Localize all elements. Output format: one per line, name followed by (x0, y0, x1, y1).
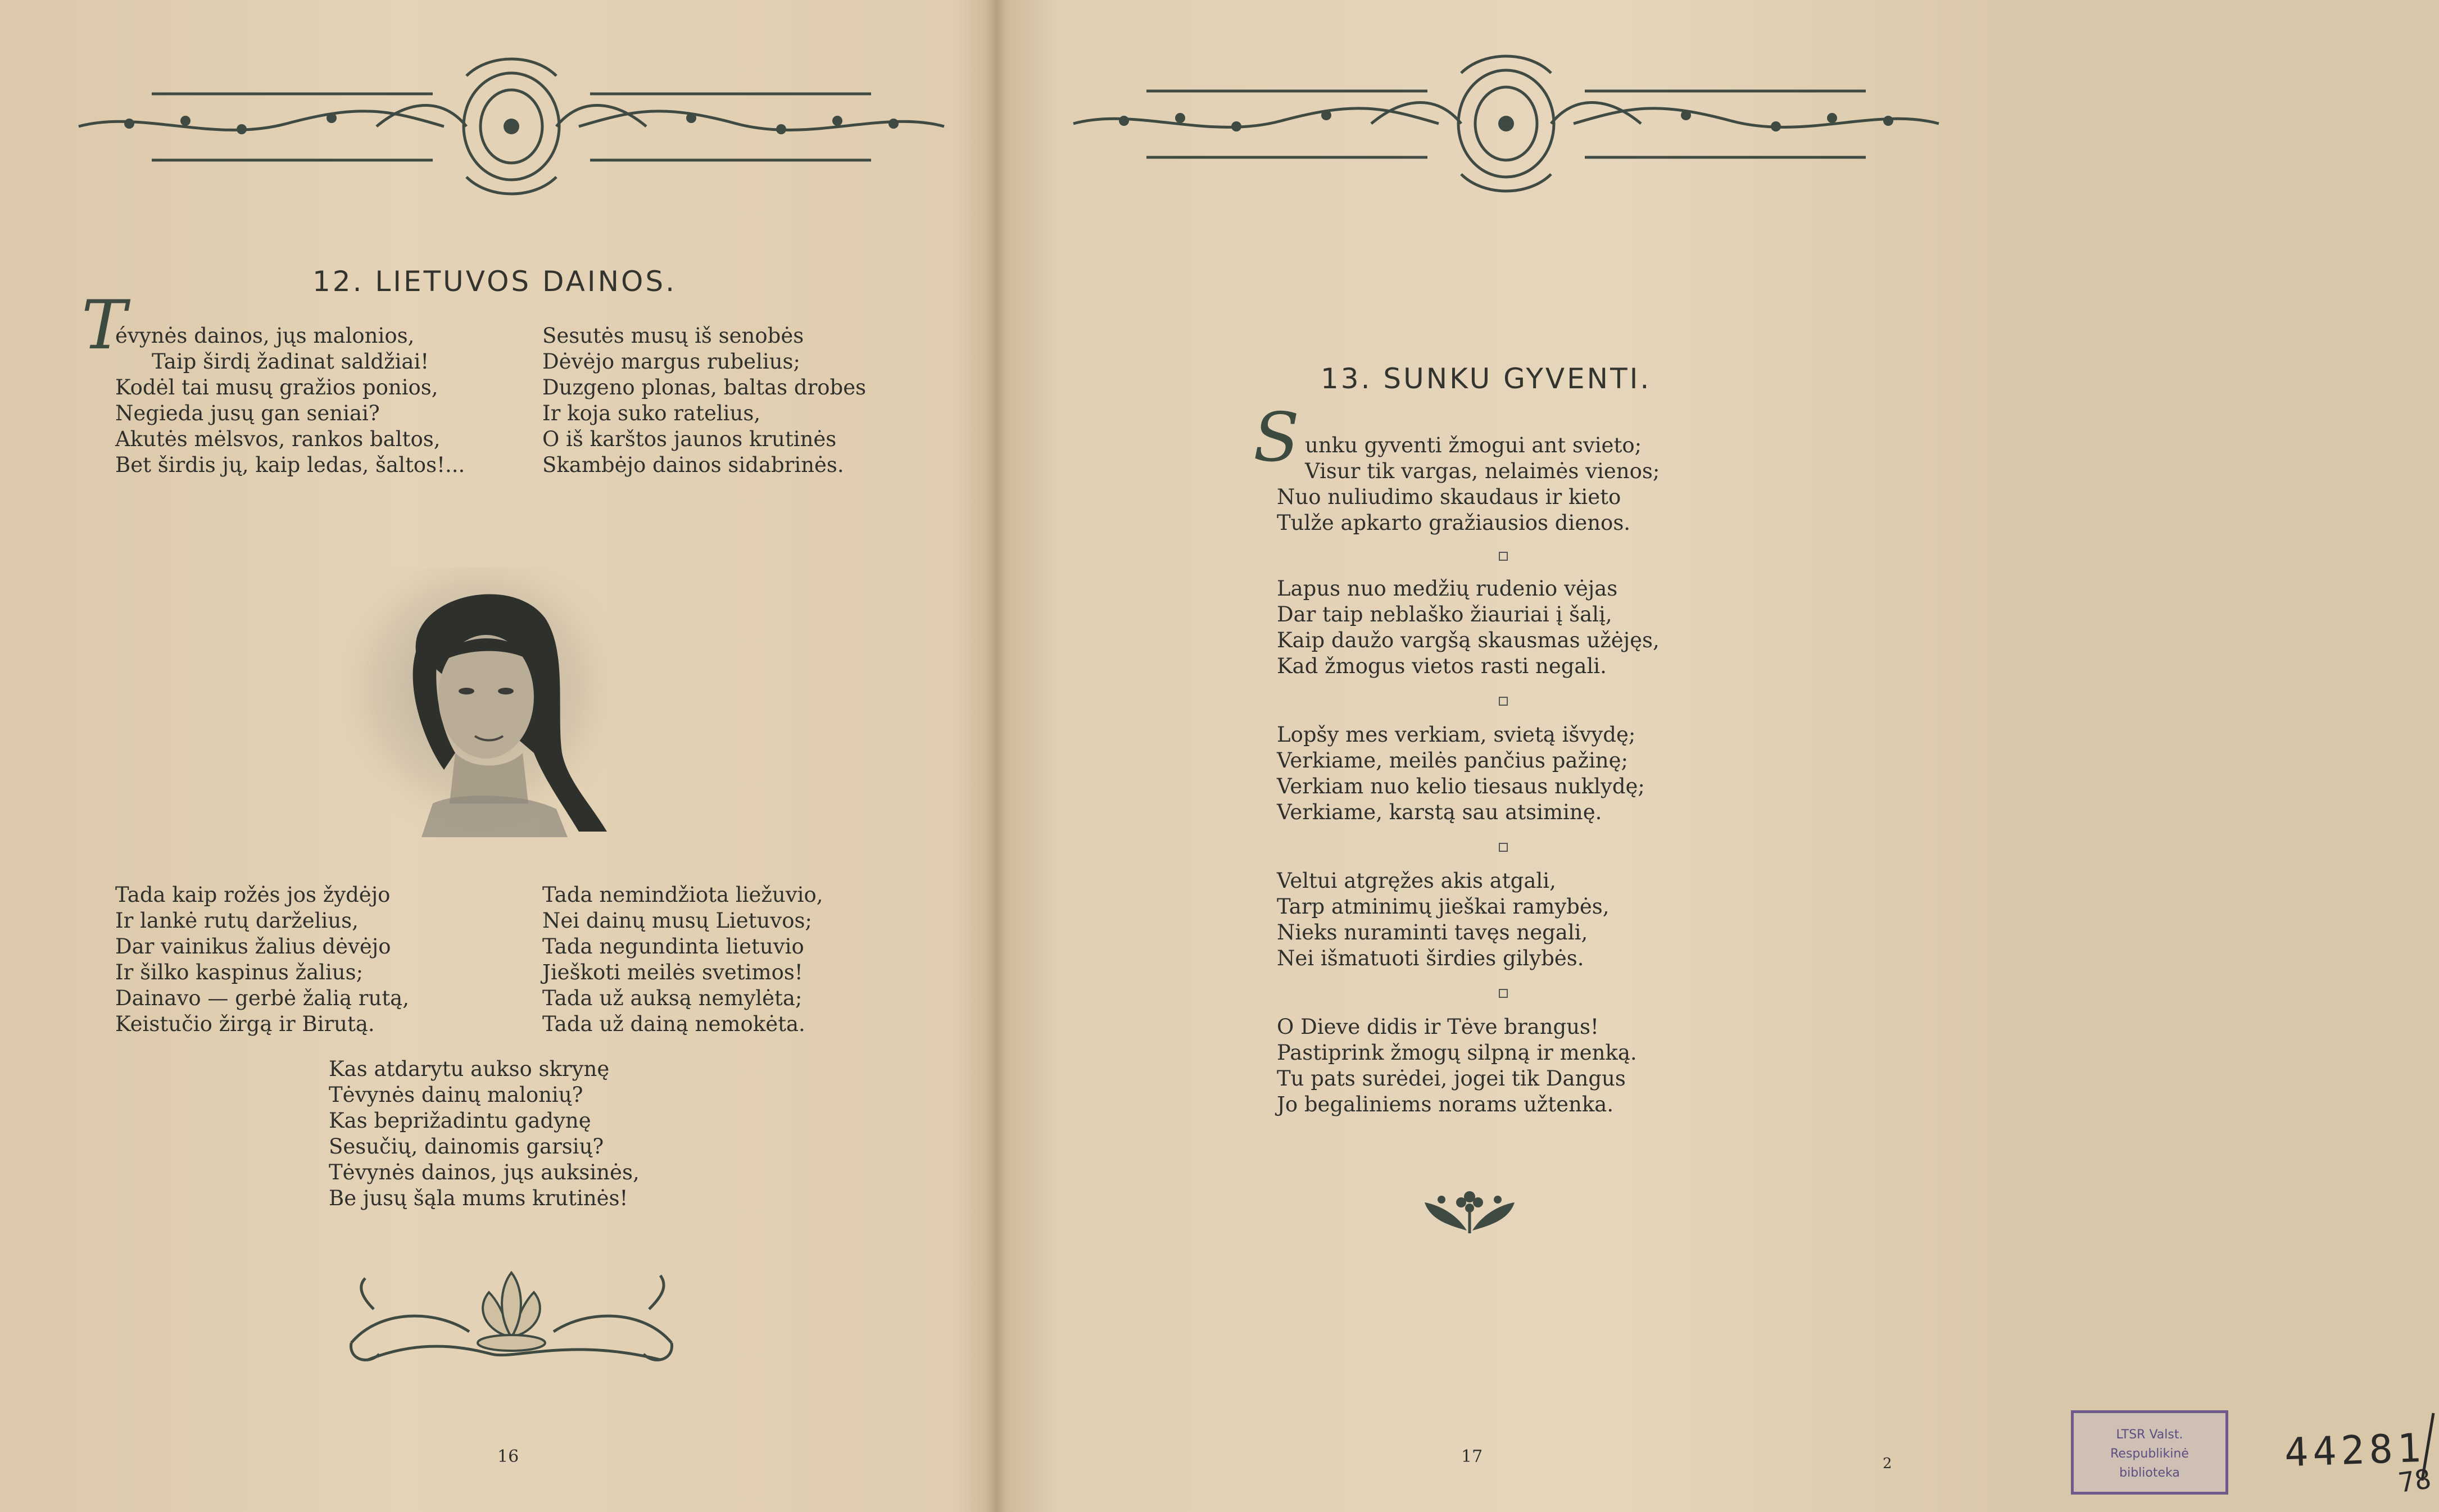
verse-line: Jo begaliniems norams užtenka. (1277, 1092, 1614, 1116)
verse-line: Dar taip neblaško žiauriai į šalį, (1277, 602, 1612, 626)
verse-line: Nuo nuliudimo skaudaus ir kieto (1277, 485, 1621, 509)
verse-line: Negieda jusų gan seniai? (115, 401, 380, 425)
handwritten-slash-icon (2417, 1413, 2439, 1481)
stamp-line: LTSR Valst. (2116, 1428, 2183, 1442)
verse-line: Verkiam nuo kelio tiesaus nuklydę; (1277, 774, 1645, 798)
stamp-line: Respublikinė (2110, 1447, 2189, 1461)
verse-line: évynės dainos, jųs malonios, (115, 324, 415, 348)
drop-cap: T (81, 287, 127, 365)
verse-line: Visur tik vargas, nelaimės vienos; (1305, 459, 1660, 483)
stamp-line: biblioteka (2119, 1466, 2180, 1480)
verse-line: Bet širdis jų, kaip ledas, šaltos!... (115, 453, 465, 477)
stanza (1277, 868, 1610, 971)
verse-line: Pastiprink žmogų silpną ir menką. (1277, 1041, 1637, 1065)
verse-line: Ir koja suko ratelius, (542, 401, 761, 425)
verse-line: Lapus nuo medžių rudenio vėjas (1277, 576, 1618, 601)
drop-cap: S (1253, 399, 1300, 477)
floral-header-ornament-icon (1068, 51, 1944, 202)
verse-line: Dėvėjo margus rubelius; (542, 349, 801, 374)
poem-title: 12. LIETUVOS DAINOS. (312, 265, 677, 298)
verse-line: Veltui atgręžes akis atgali, (1277, 869, 1556, 893)
stanza-separator (1499, 697, 1508, 706)
floral-header-ornament-icon (73, 53, 950, 205)
verse-line: Ir lankė rutų darželius, (115, 909, 359, 933)
verse-line: Tulže apkarto gražiausios dienos. (1277, 511, 1631, 535)
portrait-photo (343, 567, 613, 837)
verse-line: Sesutės musų iš senobės (542, 324, 804, 348)
verse-line: O Dieve didis ir Tėve brangus! (1277, 1015, 1599, 1039)
verse-line: Kaip daužo vargšą skausmas užėjęs, (1277, 628, 1660, 652)
verse-line: Verkiame, karstą sau atsiminę. (1277, 800, 1602, 824)
verse-line: Dar vainikus žalius dėvėjo (115, 934, 391, 959)
stanza (115, 323, 465, 478)
verse-line: Tu pats surėdei, jogei tik Dangus (1277, 1066, 1626, 1091)
flower-tailpiece-icon (1419, 1186, 1520, 1236)
verse-line: Tada negundinta lietuvio (542, 934, 804, 959)
corner-number: 2 (1883, 1455, 1892, 1472)
verse-line: Taip širdį žadinat saldžiai! (152, 349, 429, 374)
verse-line: Ir šilko kaspinus žalius; (115, 960, 364, 984)
verse-line: Nieks nuraminti tavęs negali, (1277, 920, 1588, 945)
verse-line: Keistučio žirgą ir Birutą. (115, 1012, 375, 1036)
stanza (1277, 576, 1660, 679)
stanza (1277, 433, 1660, 536)
verse-line: Nei išmatuoti širdies gilybės. (1277, 946, 1584, 970)
verse-line: Tada už dainą nemokėta. (542, 1012, 805, 1036)
stanza (1277, 1014, 1637, 1118)
handwritten-inventory-number: 44281 (2283, 1424, 2427, 1476)
verse-line: Lopšy mes verkiam, svietą išvydę; (1277, 723, 1636, 747)
poem-title: 13. SUNKU GYVENTI. (1321, 362, 1652, 395)
verse-line: Nei dainų musų Lietuvos; (542, 909, 812, 933)
stanza-separator (1499, 552, 1508, 561)
left-page (0, 0, 995, 1512)
handwritten-fraction: 78 (2396, 1463, 2433, 1499)
verse-line: Dainavo — gerbė žalią rutą, (115, 986, 410, 1010)
verse-line: Tėvynės dainų malonių? (329, 1083, 583, 1107)
right-page (1000, 0, 2433, 1512)
stanza (1277, 722, 1645, 825)
verse-line: Skambėjo dainos sidabrinės. (542, 453, 844, 477)
stanza (542, 882, 823, 1037)
verse-line: Tada nemindžiota liežuvio, (542, 883, 823, 907)
verse-line: Tada kaip rožės jos žydėjo (115, 883, 391, 907)
verse-line: Tėvynės dainos, jųs auksinės, (329, 1160, 640, 1184)
verse-line: Duzgeno plonas, baltas drobes (542, 375, 867, 399)
verse-line: Kodėl tai musų gražios ponios, (115, 375, 438, 399)
page-number: 16 (497, 1447, 519, 1466)
verse-line: Tarp atminimų jieškai ramybės, (1277, 895, 1610, 919)
verse-line: Kad žmogus vietos rasti negali. (1277, 654, 1607, 678)
stanza (115, 882, 409, 1037)
stanza (542, 323, 866, 478)
lotus-vignette-icon (346, 1264, 677, 1377)
verse-line: unku gyventi žmogui ant svieto; (1305, 433, 1642, 457)
stanza-separator (1499, 843, 1508, 852)
page-number: 17 (1461, 1447, 1483, 1466)
library-stamp (2071, 1410, 2228, 1495)
verse-line: Tada už auksą nemylėta; (542, 986, 803, 1010)
verse-line: Kas atdarytu aukso skrynę (329, 1057, 610, 1081)
verse-line: Kas beprižadintu gadynę (329, 1109, 591, 1133)
stanza (329, 1056, 640, 1211)
verse-line: Akutės mėlsvos, rankos baltos, (115, 427, 441, 451)
verse-line: Jieškoti meilės svetimos! (542, 960, 803, 984)
verse-line: O iš karštos jaunos krutinės (542, 427, 837, 451)
verse-line: Be jusų šąla mums krutinės! (329, 1186, 628, 1210)
verse-line: Verkiame, meilės pančius pažinę; (1277, 748, 1628, 773)
stanza-separator (1499, 989, 1508, 998)
verse-line: Sesučių, dainomis garsių? (329, 1134, 604, 1159)
